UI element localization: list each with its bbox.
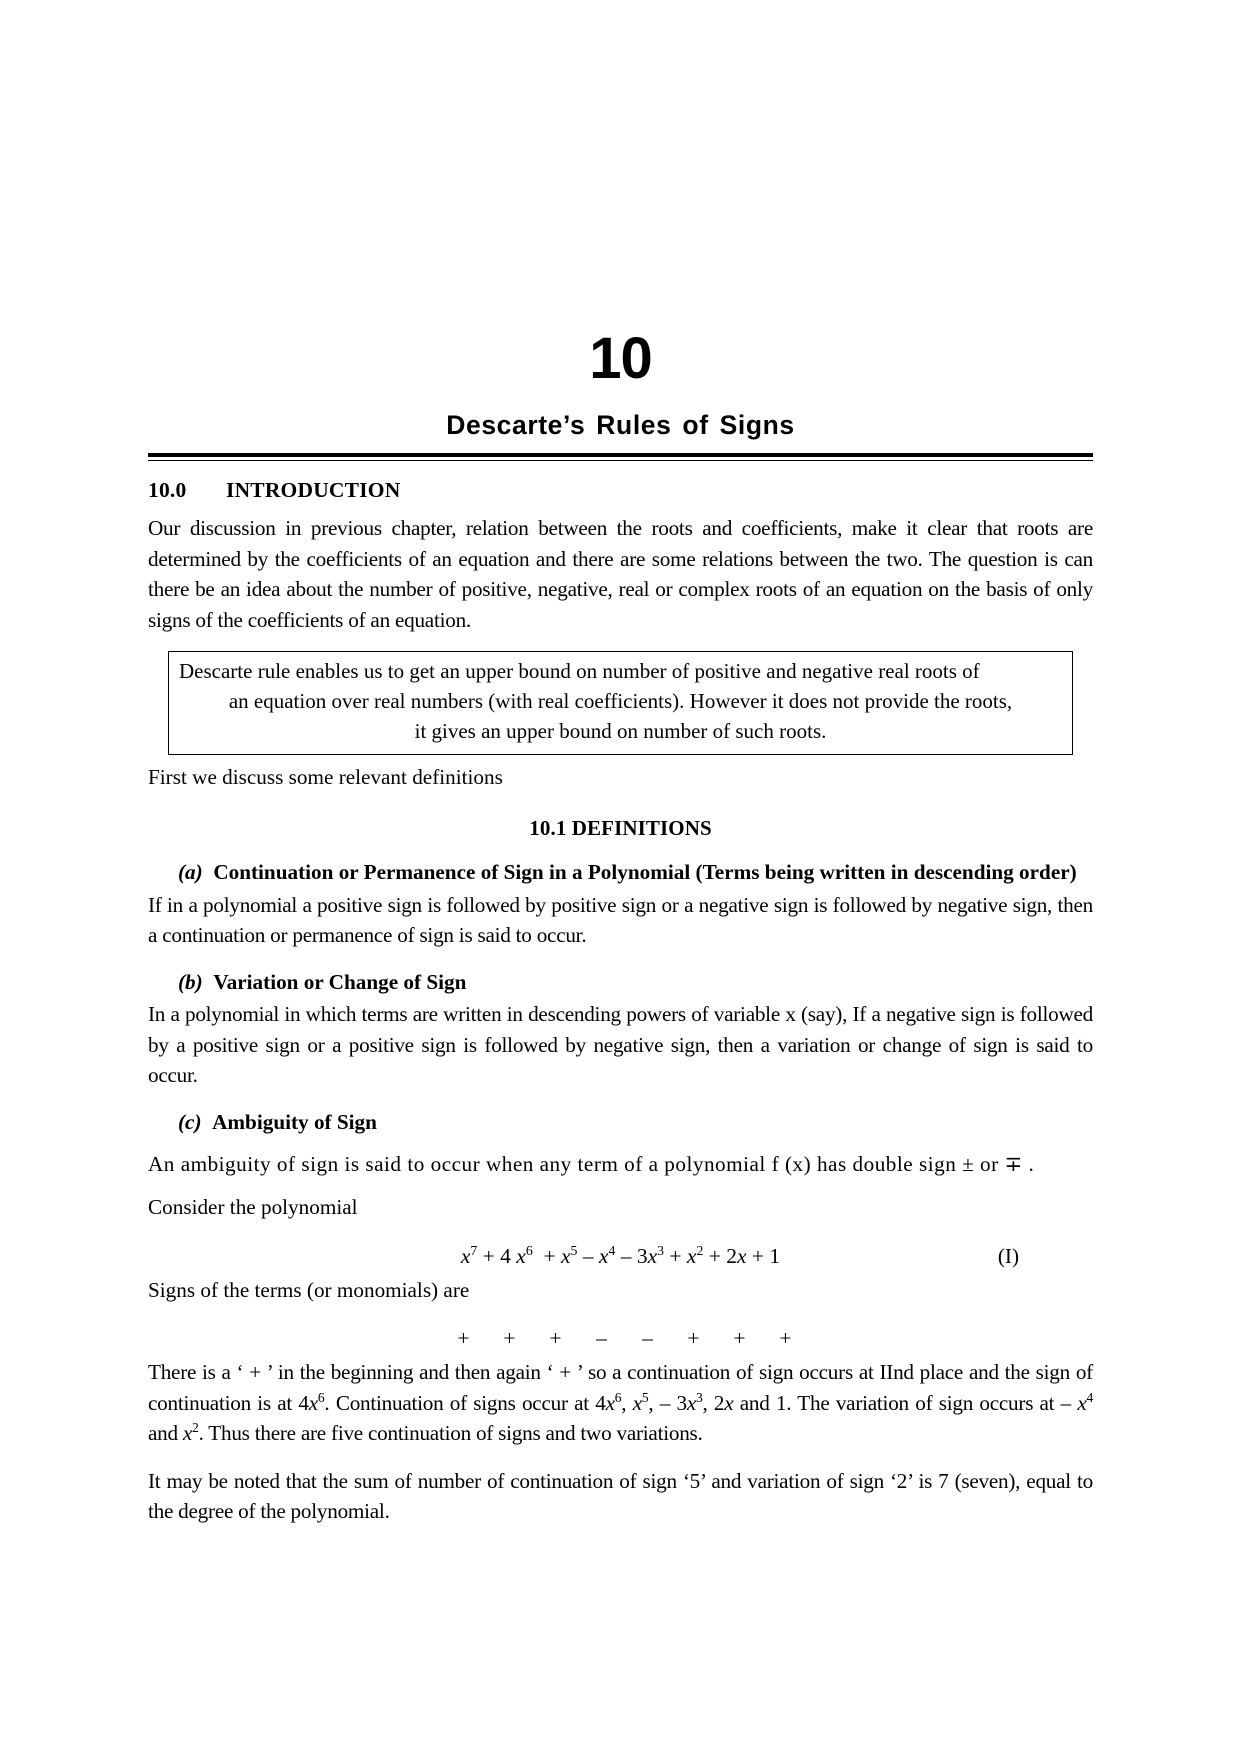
definition-c-label: (c) <box>178 1109 202 1134</box>
explanation-paragraph: There is a ‘ + ’ in the beginning and then again ‘ + ’ so a continuation of sign occurs at IInd place and the sign of continuation is at $4x^6$. Continuation of signs occur at $4x^6$, $x^5$, – $3x^3$, 2x and 1. The variation of sign occurs at – $x^4$ and $x^2$. Thus there are five continuation of signs and two variations. <box>148 1360 1094 1446</box>
definition-b-title <box>148 967 1093 998</box>
polynomial-equation: $x^7 + 4$ $x^6 + x^5 - x^4 - 3x^3 + x^2 + 2x + 1$ <box>460 1242 781 1268</box>
sign-term-4: – <box>596 1326 607 1351</box>
definition-b-label: (b) <box>178 969 203 994</box>
document-page <box>148 0 1093 1755</box>
definition-c-title <box>148 1107 1093 1138</box>
signs-sequence-row <box>148 1326 1093 1351</box>
sign-term-6: + <box>687 1326 700 1351</box>
definition-a-title <box>148 857 1093 888</box>
example-intro-text: Consider the polynomial <box>148 1194 358 1219</box>
note-line-3: it gives an upper bound on number of such roots. <box>414 718 827 743</box>
lead-in-text: First we discuss some relevant definitions <box>148 764 503 789</box>
note-line-2: an equation over real numbers (with real coefficients). However it does not provide the roots, <box>228 688 1013 713</box>
sign-term-8: + <box>779 1326 792 1351</box>
divider-thick-line <box>148 453 1093 457</box>
signs-caption: Signs of the terms (or monomials) are <box>148 1277 470 1302</box>
descarte-rule-note-box <box>168 651 1073 754</box>
definition-a-label: (a) <box>178 860 203 885</box>
chapter-number: 10 <box>589 326 652 391</box>
section-number-intro: 10.0 <box>148 478 187 502</box>
sign-term-2: + <box>503 1326 516 1351</box>
section-heading-definitions: 10.1 DEFINITIONS <box>529 816 712 841</box>
definition-b-body: In a polynomial in which terms are written in descending powers of variable x (say), If a negative sign is followed by a positive sign or a positive sign is followed by negative sign, then a variation or change of sign is said to occur. <box>148 1002 1093 1088</box>
definition-a-body: If in a polynomial a positive sign is followed by positive sign or a negative sign is followed by negative sign, then a continuation or permanence of sign is said to occur. <box>148 892 1093 948</box>
definition-a-heading-text: Continuation or Permanence of Sign in a Polynomial (Terms being written in descending order) <box>213 860 1077 885</box>
divider-thin-line <box>148 460 1093 461</box>
definition-c-body: An ambiguity of sign is said to occur when any term of a polynomial f (x) has double sign ± or ∓ . <box>148 1152 1035 1177</box>
sign-term-7: + <box>733 1326 746 1351</box>
header-divider <box>148 453 1093 461</box>
sign-term-5: – <box>642 1326 653 1351</box>
definition-c-heading-text: Ambiguity of Sign <box>212 1109 377 1134</box>
intro-paragraph: Our discussion in previous chapter, relation between the roots and coefficients, make it clear that roots are determined by the coefficients of an equation and there are some relations between the two. The question is can there be an idea about the number of positive, negative, real or complex roots of an equation on the basis of only signs of the coefficients of an equation. <box>148 516 1093 632</box>
polynomial-equation-row <box>148 1244 1093 1269</box>
section-title-intro: INTRODUCTION <box>226 478 401 502</box>
closing-paragraph: It may be noted that the sum of number of continuation of sign ‘5’ and variation of sign ‘2’ is 7 (seven), equal to the degree of the polynomial. <box>148 1468 1093 1524</box>
sign-term-1: + <box>457 1326 470 1351</box>
definition-b-heading-text: Variation or Change of Sign <box>213 969 467 994</box>
chapter-title: Descarte’s Rules of Signs <box>446 410 795 440</box>
sign-term-3: + <box>549 1326 562 1351</box>
note-line-1: Descarte rule enables us to get an upper bound on number of positive and negative real roots of <box>179 659 980 684</box>
equation-label: (I) <box>997 1243 1019 1268</box>
section-heading-introduction <box>148 478 1093 503</box>
